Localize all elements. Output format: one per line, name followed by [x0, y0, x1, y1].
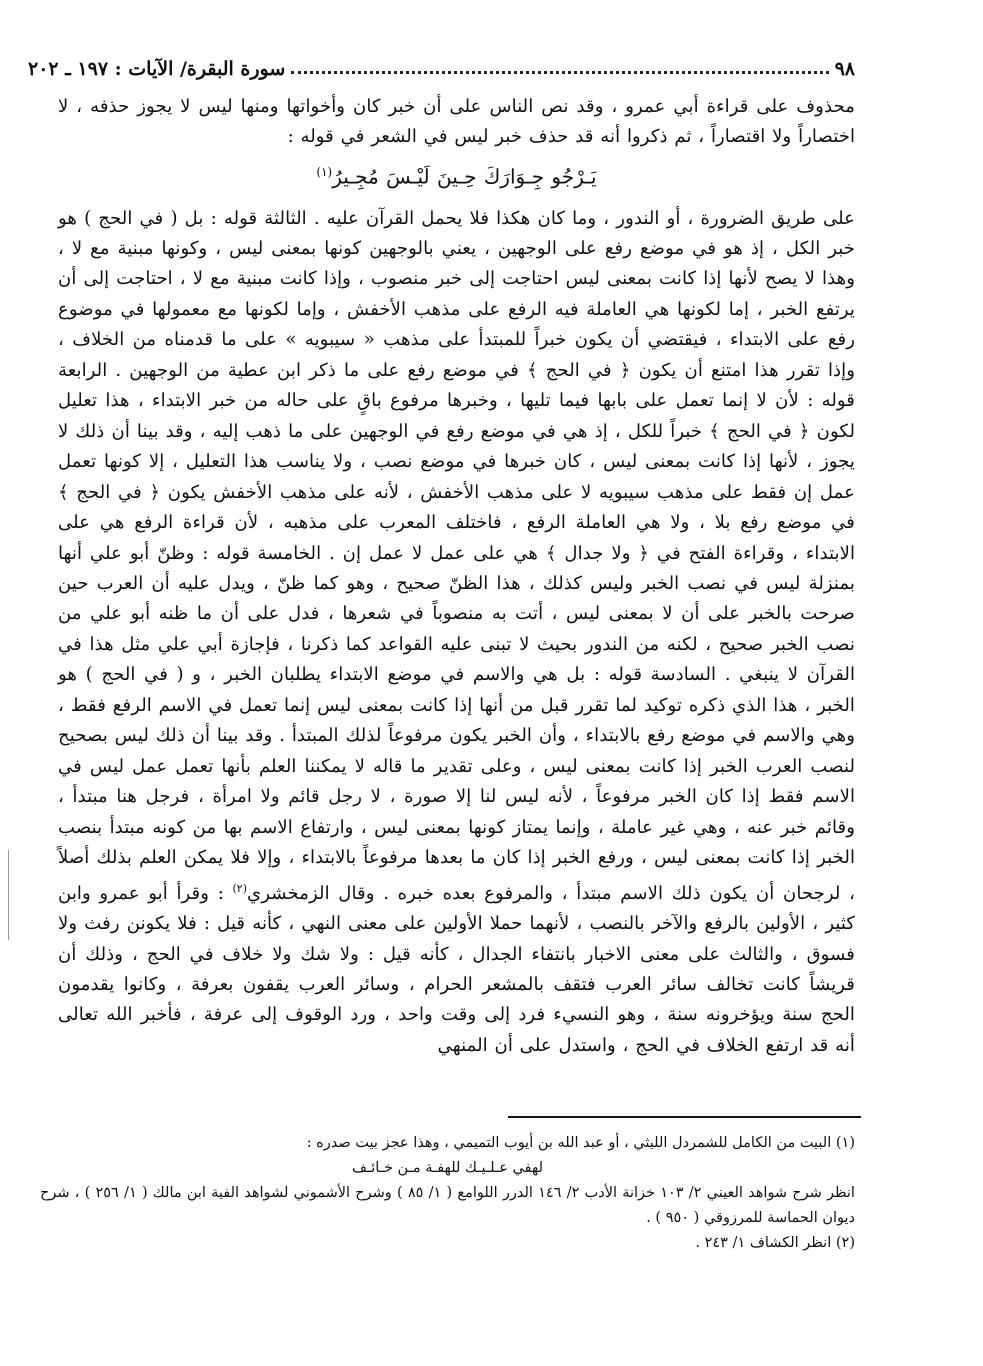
- footnote-separator: [508, 1116, 861, 1118]
- footnote-2: (٢) انظر الكشاف ١/ ٢٤٣ .: [695, 1235, 855, 1251]
- running-title: سورة البقرة/ الآيات : ١٩٧ ـ ٢٠٢: [28, 58, 286, 80]
- paragraph-2: [58, 204, 855, 1062]
- page-header: [28, 54, 855, 84]
- paragraph-1: محذوف على قراءة أبي عمرو ، وقد نص الناس على أن خبر كان وأخواتها ومنها ليس لا يجوز حذفه ، لا اختصاراً ولا اقتصاراً ، ثم ذكروا أنه قد حذف خبر ليس في الشعر في قوله :: [58, 96, 855, 148]
- verse-text: يَـرْجُو جِـوَارَكَ حِـينَ لَيْـسَ مُجِـيرُ: [332, 164, 597, 189]
- footnote-ref-2[interactable]: (٢): [232, 881, 248, 895]
- footnotes: [40, 1131, 855, 1256]
- page-number: ٩٨: [834, 58, 855, 80]
- paragraph-2-text: على طريق الضرورة ، أو الندور ، وما كان هكذا فلا يحمل القرآن عليه . الثالثة قوله : بل ( في الحج ) هو خبر الكل ، إذ هو في موضع رفع على الوجهين ، يعني بالوجهين كونها بمعنى ليس ، وكونها مبنية مع لا ، وهذا لا يصح لأنها إذا كانت بمعنى ليس احتاجت إلى خبر منصوب ، وإذا كانت مبنية مع لا ، احتاجت إلى أن يرتفع الخبر ، إما لكونها هي العاملة فيه الرفع على مذهب الأخفش ، وإما لكونها مع معمولها في موضوع رفع على الابتداء ، فيقتضي أن يكون خبراً للمبتدأ على مذهب « سيبويه » على ما قدمناه من الخلاف ، وإذا تقرر هذا امتنع أن يكون ﴿ في الحج ﴾ في موضع رفع على ما ذكر ابن عطية من الوجهين . الرابعة قوله : لأن لا إنما تعمل على بابها فيما تليها ، وخبرها مرفوع باقٍ على حاله من خبر الابتداء ، هذا تعليل لكون ﴿ في الحج ﴾ خبراً للكل ، إذ هي في موضع رفع في الوجهين على ما ذهب إليه ، وقد بينا أن ذلك لا يجوز ، لأنها إذا كانت بمعنى ليس ، كان خبرها في موضع نصب ، ولا يناسب هذا التعليل ، إلا كونها تعمل عمل إن فقط على مذهب سيبويه لا على مذهب الأخفش ، لأنه على مذهب الأخفش يكون ﴿ في الحج ﴾ في موضع رفع بلا ، ولا هي العاملة الرفع ، فاختلف المعرب على مذهبه ، لأن قراءة الرفع هي على الابتداء ، وقراءة الفتح في ﴿ ولا جدال ﴾ هي على عمل لا عمل إن . الخامسة قوله : وظنّ أبو علي أنها بمنزلة ليس في نصب الخبر وليس كذلك ، هذا الظنّ صحيح ، وهو كما ظنّ ، ويدل عليه أن العرب حين صرحت بالخبر على أن لا بمعنى ليس ، أتت به منصوباً في شعرها ، فدل على أن ما ظنه أبو علي من نصب الخبر صحيح ، لكنه من الندور بحيث لا تبنى عليه القواعد كما ذكرنا ، فإجازة أبي علي مثل هذا في القرآن لا ينبغي . السادسة قوله : بل هي والاسم في موضع الابتداء يطلبان الخبر ، و ( في الحج ) هو الخبر ، هذا الذي ذكره توكيد لما تقرر قبل من أنها إذا كانت بمعنى ليس إنما تعمل في الاسم الرفع فقط ، وهي والاسم في موضع رفع بالابتداء ، وأن الخبر يكون مرفوعاً لذلك المبتدأ . وقد بينا أن ذلك ليس بصحيح لنصب العرب الخبر إذا كانت بمعنى ليس ، وعلى تقدير ما قاله لا يمكننا العلم بأنها تعمل عمل ليس في الاسم فقط إذا كان الخبر مرفوعاً ، لأنه ليس لنا إلا صورة ، لا رجل قائم ولا امرأة ، فرجل هنا مبتدأ ، وقائم خبر عنه ، وهي غير عاملة ، وإنما يمتاز كونها بمعنى ليس ، وارتفاع الاسم بها من كونه مبتدأ بنصب الخبر إذا كانت بمعنى ليس ، ورفع الخبر إذا كان ما بعدها مرفوعاً بالابتداء ، وإلا فلا يمكن العلم بذلك أصلاً ، لرجحان أن يكون ذلك الاسم مبتدأ ، والمرفوع بعده خبره . وقال الزمخشري: [58, 207, 855, 904]
- footnote-ref-1[interactable]: (١): [316, 164, 333, 179]
- scan-margin-line: [8, 850, 9, 940]
- footnote-1-intro: (١) البيت من الكامل للشمردل الليثي ، أو عبد الله بن أيوب التميمي ، وهذا عجز بيت صدره :: [306, 1135, 855, 1151]
- poetry-verse: [58, 153, 855, 204]
- header-dotted-leader: [291, 71, 828, 74]
- footnote-1-verse: لهفي عـلـيـك للهفـة مـن خـائـف: [352, 1160, 543, 1176]
- main-text: [58, 92, 855, 1061]
- paragraph-2-end: : وقرأ أبو عمرو وابن كثير ، الأولين بالرفع والآخر بالنصب ، لأنهما حملا الأولين على معنى النهي ، كأنه قيل : فلا يكونن رفث ولا فسوق ، والثالث على معنى الاخبار بانتفاء الجدال ، كأنه قيل : ولا شك ولا خلاف في الحج ، وذلك أن قريشاً كانت تخالف سائر العرب فتقف بالمشعر الحرام ، وسائر العرب يقفون بعرفة ، وكانوا يقدمون الحج سنة ويؤخرونه سنة ، وهو النسيء فرد إلى وقت واحد ، ورد الوقوف إلى عرفة ، فأخبر الله تعالى أنه قد ارتفع الخلاف في الحج ، واستدل على أن المنهي: [58, 882, 855, 1056]
- footnote-1-sources: انظر شرح شواهد العيني ٢/ ١٠٣ خزانة الأدب ٢/ ١٤٦ الدرر اللوامع ( ١/ ٨٥ ) وشرح الأشموني لشواهد الفية ابن مالك ( ١/ ٢٥٦ ) ، شرح ديوان الحماسة للمرزوقي ( ٩٥٠ ) .: [40, 1185, 855, 1226]
